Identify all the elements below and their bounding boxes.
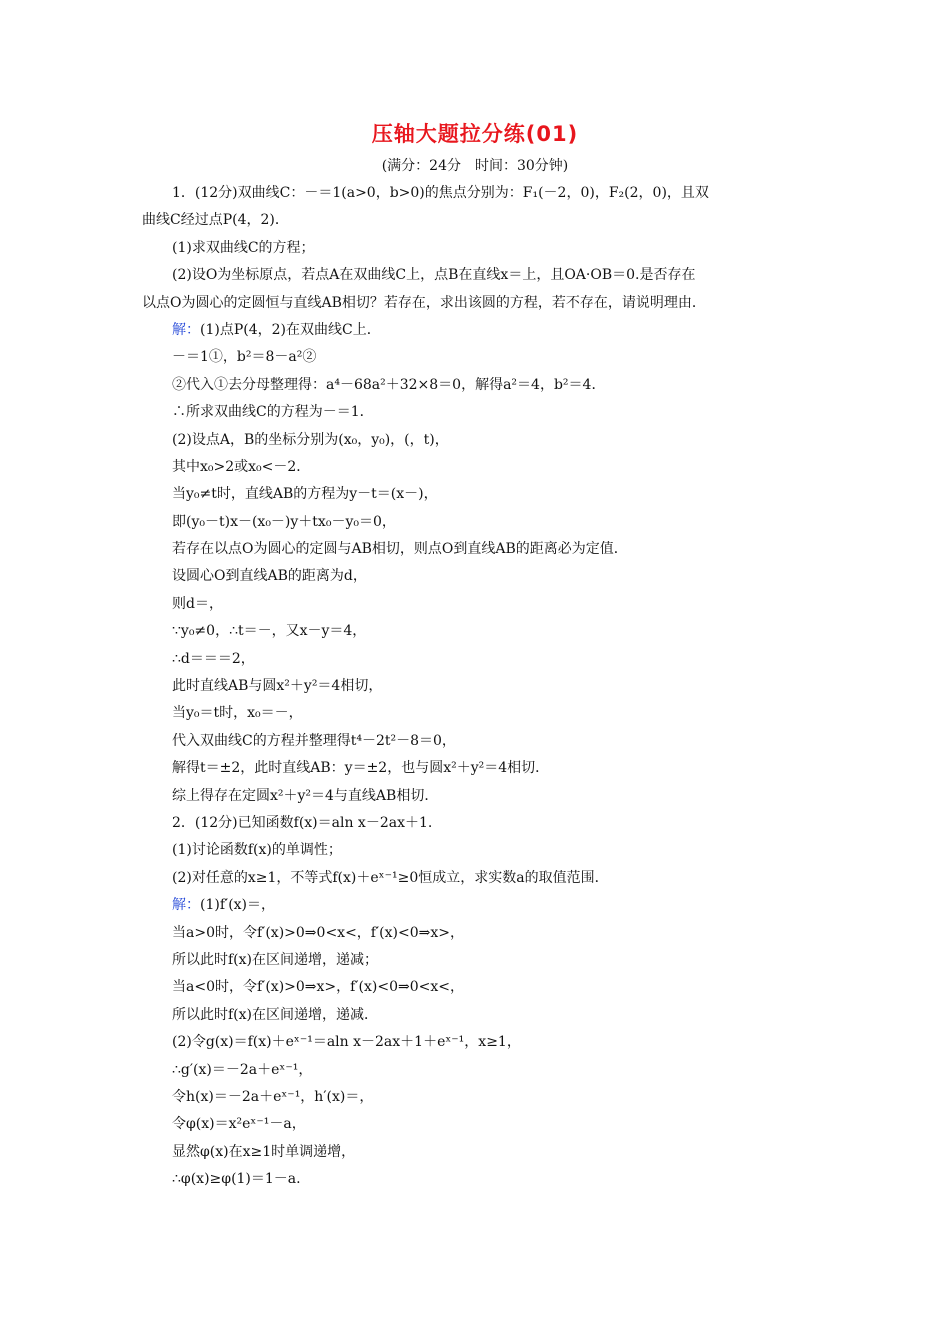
text-line [142, 1002, 822, 1029]
text-line [142, 892, 822, 919]
line-text: 以点O为圆心的定圆恒与直线AB相切？若存在，求出该圆的方程，若不存在，请说明理由． [142, 294, 706, 311]
line-text: 解得t＝±2，此时直线AB：y＝±2，也与圆x²＋y²＝4相切． [172, 760, 550, 777]
text-line [142, 317, 822, 344]
text-line [142, 262, 822, 289]
text-line [142, 372, 822, 399]
line-text: 当a>0时，令f′(x)>0⇒0<x<，f′(x)<0⇒x>， [172, 924, 464, 941]
line-text: 设圆心O到直线AB的距离为d， [172, 568, 367, 585]
line-text: 则d＝， [172, 595, 223, 612]
text-line [142, 618, 822, 645]
text-line [142, 810, 822, 837]
line-text: 令φ(x)＝x²eˣ⁻¹－a， [172, 1116, 306, 1133]
text-line [142, 399, 822, 426]
line-text: －＝1①，b²＝8－a²② [172, 349, 317, 366]
text-line [142, 290, 822, 317]
line-text: ∴g′(x)＝－2a＋eˣ⁻¹， [172, 1061, 313, 1078]
line-text: 曲线C经过点P(4，2)． [142, 212, 289, 229]
text-line [142, 947, 822, 974]
line-text: 此时直线AB与圆x²＋y²＝4相切， [172, 678, 383, 695]
text-line [142, 1139, 822, 1166]
text-line [142, 783, 822, 810]
text-line [142, 1084, 822, 1111]
line-text: 2．(12分)已知函数f(x)＝aln x－2ax＋1. [172, 814, 433, 831]
text-line [142, 673, 822, 700]
line-text: (1)求双曲线C的方程； [172, 239, 315, 256]
line-text: ∴d＝＝＝2， [172, 650, 255, 667]
line-text: 1．(12分)双曲线C：－＝1(a>0，b>0)的焦点分别为：F₁(－2，0)，F₂(2，0)，且双 [172, 185, 709, 201]
line-text: (2)设点A，B的坐标分别为(x₀，y₀)，(，t)， [172, 431, 449, 448]
line-text: 所以此时f(x)在区间递增，递减； [172, 951, 379, 968]
line-text: (2)令g(x)＝f(x)＋eˣ⁻¹＝aln x－2ax＋1＋eˣ⁻¹，x≥1， [172, 1034, 521, 1051]
text-line [142, 755, 822, 782]
text-line [142, 454, 822, 481]
line-text: (2)对任意的x≥1，不等式f(x)＋eˣ⁻¹≥0恒成立，求实数a的取值范围． [172, 869, 609, 886]
line-text: 令h(x)＝－2a＋eˣ⁻¹，h′(x)＝， [172, 1088, 374, 1105]
text-line [142, 974, 822, 1001]
line-text: ∵y₀≠0，∴t＝－，又x－y＝4， [172, 623, 367, 640]
text-line [142, 837, 822, 864]
text-line [142, 700, 822, 727]
text-line [142, 235, 822, 262]
solution-label: 解： [172, 321, 200, 338]
line-text: ∴φ(x)≥φ(1)＝1－a. [172, 1171, 301, 1188]
text-line [142, 481, 822, 508]
text-line [142, 646, 822, 673]
line-text: (1)f′(x)＝， [200, 897, 276, 914]
line-text: 当y₀≠t时，直线AB的方程为y－t＝(x－)， [172, 486, 438, 503]
text-line [142, 207, 822, 234]
line-text: ∴所求双曲线C的方程为－＝1． [172, 404, 374, 421]
line-text: 代入双曲线C的方程并整理得t⁴－2t²－8＝0， [172, 732, 456, 749]
text-line [142, 1029, 822, 1056]
line-text: 当y₀＝t时，x₀＝－， [172, 705, 303, 722]
line-text: 当a<0时，令f′(x)>0⇒x>，f′(x)<0⇒0<x<， [172, 979, 464, 996]
text-line [142, 427, 822, 454]
line-text: 即(y₀－t)x－(x₀－)y＋tx₀－y₀＝0， [172, 513, 396, 530]
solution-label: 解： [172, 897, 200, 914]
text-line [142, 1166, 822, 1193]
text-line [142, 728, 822, 755]
text-line [142, 1057, 822, 1084]
line-text: 综上得存在定圆x²＋y²＝4与直线AB相切． [172, 787, 439, 804]
text-line [142, 563, 822, 590]
line-text: ②代入①去分母整理得：a⁴－68a²＋32×8＝0，解得a²＝4，b²＝4． [172, 376, 606, 393]
document-body [142, 180, 822, 1193]
line-text: (1)点P(4，2)在双曲线C上． [200, 321, 381, 338]
text-line [142, 1111, 822, 1138]
page-subtitle: (满分：24分 时间：30分钟) [381, 158, 569, 174]
line-text: 若存在以点O为圆心的定圆与AB相切，则点O到直线AB的距离必为定值． [172, 541, 628, 558]
line-text: 其中x₀>2或x₀<－2． [172, 458, 311, 475]
text-line [142, 344, 822, 371]
text-line [142, 536, 822, 563]
page-title: 压轴大题拉分练(01) [371, 122, 579, 146]
text-line [142, 509, 822, 536]
line-text: 所以此时f(x)在区间递增，递减． [172, 1006, 379, 1023]
line-text: (1)讨论函数f(x)的单调性； [172, 842, 342, 859]
text-line [142, 920, 822, 947]
line-text: 显然φ(x)在x≥1时单调递增， [172, 1143, 356, 1160]
text-line [142, 591, 822, 618]
line-text: (2)设O为坐标原点，若点A在双曲线C上，点B在直线x＝上，且OA·OB＝0.是否存在 [172, 267, 696, 284]
text-line [142, 865, 822, 892]
text-line [142, 180, 822, 207]
